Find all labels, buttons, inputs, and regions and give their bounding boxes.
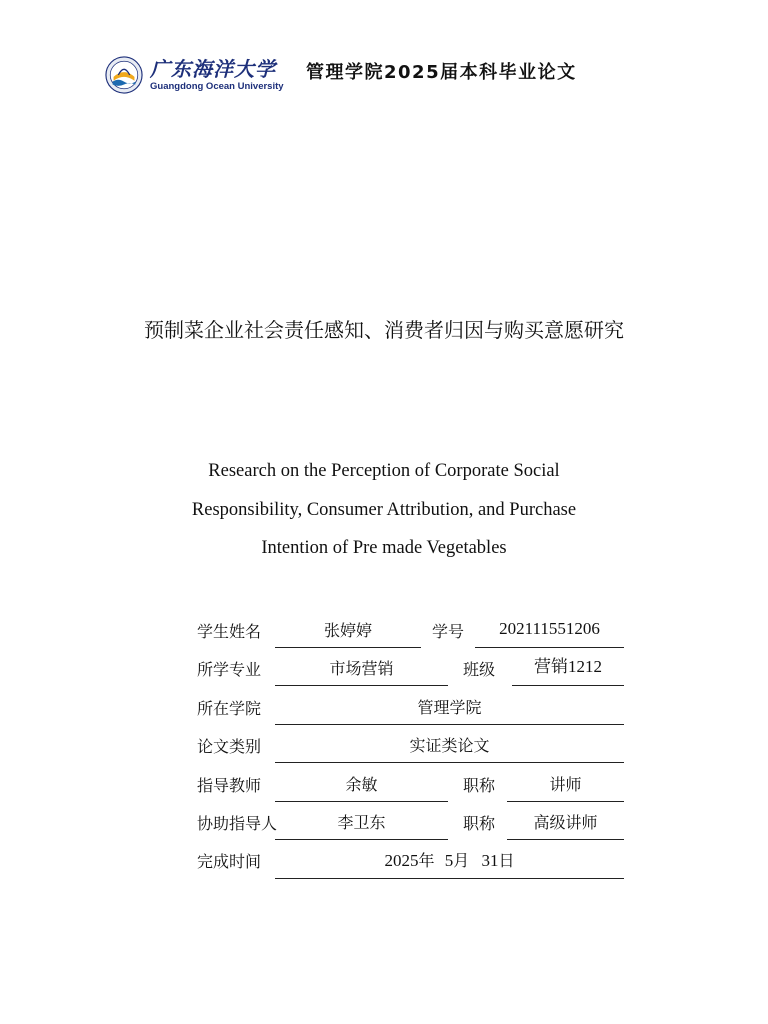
date-label: 完成时间 xyxy=(197,852,262,871)
date-year: 2025 xyxy=(384,851,419,870)
advisor-title-label: 职称 xyxy=(463,776,496,795)
date-year-unit: 年 xyxy=(418,851,435,870)
student-id-value: 202111551206 xyxy=(475,615,624,648)
major-value: 市场营销 xyxy=(275,655,448,686)
co-advisor-title-value: 高级讲师 xyxy=(507,809,624,840)
student-name-label: 学生姓名 xyxy=(197,622,262,641)
college-label: 所在学院 xyxy=(197,699,262,718)
completion-date-value xyxy=(275,847,624,879)
advisor-title-value: 讲师 xyxy=(507,771,624,802)
thesis-title-en-line: Intention of Pre made Vegetables xyxy=(261,538,507,558)
thesis-title-en-line: Responsibility, Consumer Attribution, and Purchase xyxy=(191,499,577,520)
co-advisor-value: 李卫东 xyxy=(275,809,448,840)
college-thesis-heading: 管理学院2025届本科毕业论文 xyxy=(306,62,577,83)
student-id-label: 学号 xyxy=(432,622,465,641)
date-month: 5 xyxy=(444,851,454,870)
thesis-title-cn: 预制菜企业社会责任感知、消费者归因与购买意愿研究 xyxy=(144,318,624,342)
date-month-unit: 月 xyxy=(453,851,470,870)
co-advisor-title-label: 职称 xyxy=(463,814,496,833)
date-day-unit: 日 xyxy=(498,851,515,870)
logo-en-text: Guangdong Ocean University xyxy=(150,80,284,92)
class-value xyxy=(512,653,624,686)
major-label: 所学专业 xyxy=(197,660,262,679)
class-value-text: 营销1212 xyxy=(534,657,602,676)
college-value: 管理学院 xyxy=(275,694,624,725)
category-value: 实证类论文 xyxy=(275,732,624,763)
logo-cn-text: 广东海洋大学 xyxy=(150,56,276,81)
co-advisor-label: 协助指导人 xyxy=(197,814,278,833)
student-name-value: 张婷婷 xyxy=(275,617,421,648)
thesis-title-en-line: Research on the Perception of Corporate Social xyxy=(208,461,560,481)
category-label: 论文类别 xyxy=(197,737,262,756)
class-label: 班级 xyxy=(463,660,496,679)
date-day: 31 xyxy=(481,851,499,870)
advisor-label: 指导教师 xyxy=(197,776,262,795)
advisor-value: 余敏 xyxy=(275,771,448,802)
